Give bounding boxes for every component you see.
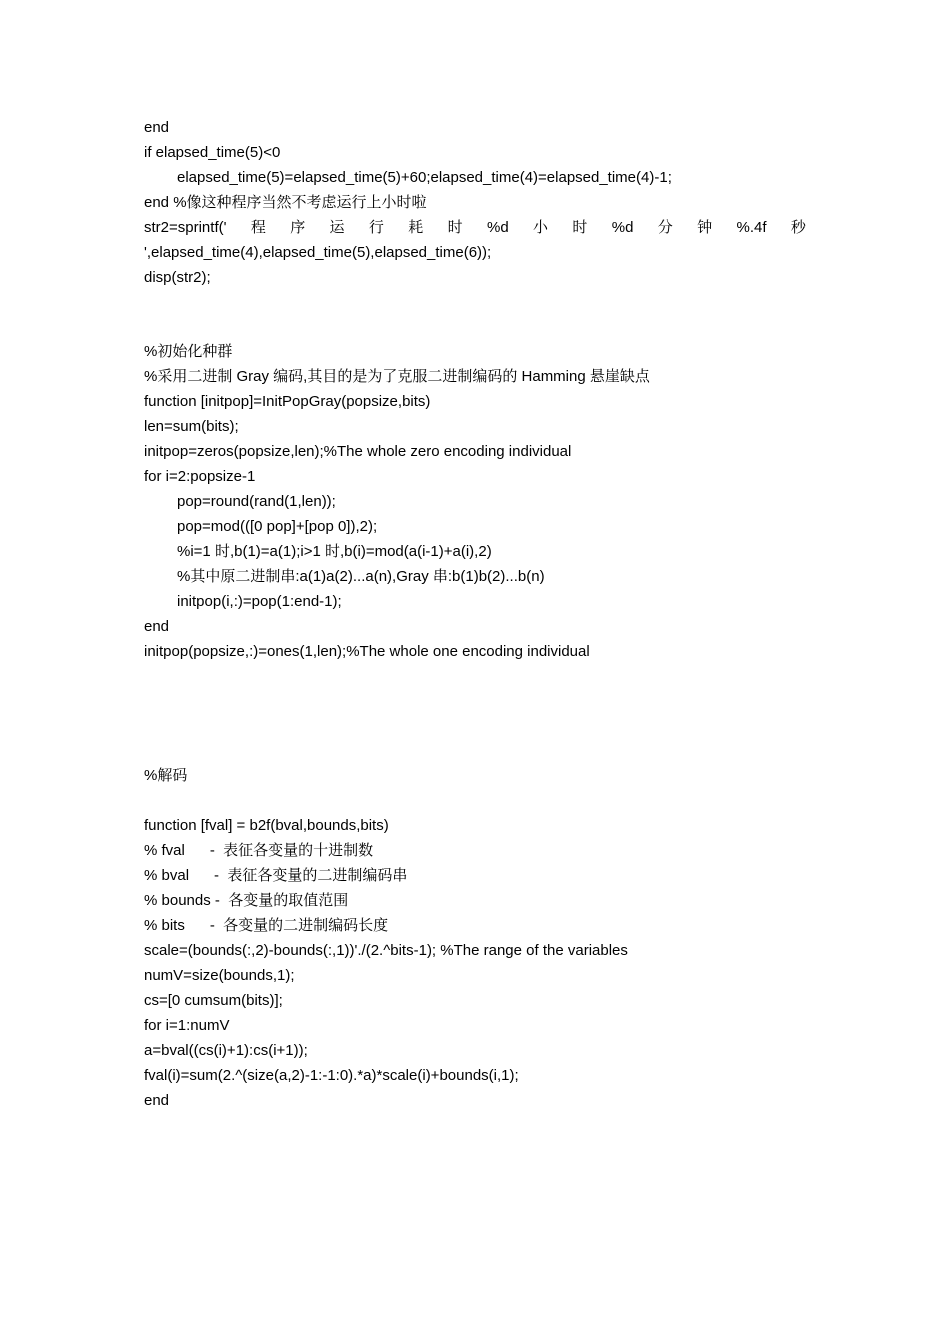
comment-line: % fval - 表征各变量的十进制数 bbox=[144, 842, 374, 859]
sprintf-prefix: str2=sprintf(' bbox=[144, 219, 227, 236]
sprintf-token: 秒 bbox=[790, 219, 806, 236]
comment-line: %其中原二进制串:a(1)a(2)...a(n),Gray 串:b(1)b(2)...b(n) bbox=[177, 568, 545, 585]
code-line: pop=mod(([0 pop]+[pop 0]),2); bbox=[177, 518, 378, 535]
sprintf-token: %.4f bbox=[736, 219, 767, 236]
sprintf-token: 分 bbox=[657, 219, 673, 236]
code-line: end bbox=[144, 1092, 170, 1109]
code-line: ',elapsed_time(4),elapsed_time(5),elapsed_time(6)); bbox=[144, 244, 492, 261]
sprintf-token: 耗 bbox=[408, 219, 424, 236]
code-line: end bbox=[144, 119, 170, 136]
code-line: scale=(bounds(:,2)-bounds(:,1))'./(2.^bits-1); %The range of the variables bbox=[144, 942, 628, 959]
sprintf-token: 程 bbox=[250, 219, 266, 236]
code-line: fval(i)=sum(2.^(size(a,2)-1:-1:0).*a)*scale(i)+bounds(i,1); bbox=[144, 1067, 519, 1084]
code-line: disp(str2); bbox=[144, 269, 211, 286]
sprintf-line bbox=[144, 217, 806, 239]
comment-line: % bounds - 各变量的取值范围 bbox=[144, 892, 349, 909]
comment-line: %初始化种群 bbox=[144, 343, 233, 360]
code-line: pop=round(rand(1,len)); bbox=[177, 493, 336, 510]
sprintf-token: 运 bbox=[329, 219, 345, 236]
sprintf-token: %d bbox=[611, 219, 634, 236]
code-line: initpop(popsize,:)=ones(1,len);%The whole one encoding individual bbox=[144, 643, 590, 660]
comment-line: % bits - 各变量的二进制编码长度 bbox=[144, 917, 389, 934]
sprintf-token: 时 bbox=[572, 219, 588, 236]
code-line: function [fval] = b2f(bval,bounds,bits) bbox=[144, 817, 389, 834]
code-line: len=sum(bits); bbox=[144, 418, 239, 435]
code-line: end bbox=[144, 618, 170, 635]
code-line: for i=1:numV bbox=[144, 1017, 230, 1034]
sprintf-token: 行 bbox=[368, 219, 384, 236]
sprintf-token: 钟 bbox=[697, 219, 713, 236]
code-line: cs=[0 cumsum(bits)]; bbox=[144, 992, 283, 1009]
sprintf-token: 序 bbox=[290, 219, 306, 236]
code-line: if elapsed_time(5)<0 bbox=[144, 144, 281, 161]
sprintf-token: %d bbox=[486, 219, 509, 236]
comment-line: %解码 bbox=[144, 767, 188, 784]
sprintf-token: 时 bbox=[447, 219, 463, 236]
code-line: a=bval((cs(i)+1):cs(i+1)); bbox=[144, 1042, 308, 1059]
code-line: initpop=zeros(popsize,len);%The whole zero encoding individual bbox=[144, 443, 572, 460]
sprintf-token: 小 bbox=[533, 219, 549, 236]
code-line: numV=size(bounds,1); bbox=[144, 967, 295, 984]
code-line: end %像这种程序当然不考虑运行上小时啦 bbox=[144, 194, 427, 211]
code-line: elapsed_time(5)=elapsed_time(5)+60;elapsed_time(4)=elapsed_time(4)-1; bbox=[177, 169, 672, 186]
comment-line: %i=1 时,b(1)=a(1);i>1 时,b(i)=mod(a(i-1)+a(i),2) bbox=[177, 543, 492, 560]
code-line: for i=2:popsize-1 bbox=[144, 468, 256, 485]
comment-line: %采用二进制 Gray 编码,其目的是为了克服二进制编码的 Hamming 悬崖缺点 bbox=[144, 368, 650, 385]
comment-line: % bval - 表征各变量的二进制编码串 bbox=[144, 867, 408, 884]
code-line: function [initpop]=InitPopGray(popsize,bits) bbox=[144, 393, 431, 410]
code-line: initpop(i,:)=pop(1:end-1); bbox=[177, 593, 342, 610]
